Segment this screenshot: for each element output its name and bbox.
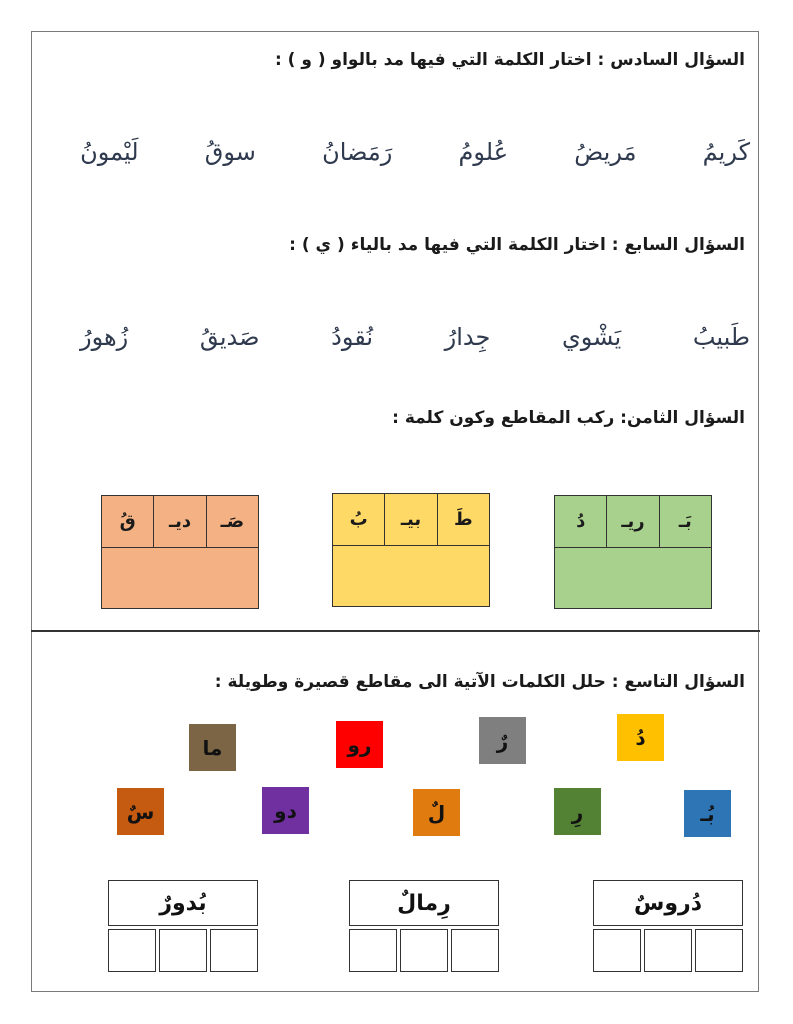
syllable-answer-cell[interactable] — [451, 929, 499, 972]
syllable-answer-cell[interactable] — [108, 929, 156, 972]
q6-word-options — [80, 138, 750, 166]
q6-word-option[interactable]: عُلومُ — [458, 138, 509, 166]
q8-syllable-box-3 — [101, 495, 259, 609]
q8-syllable-box-2 — [332, 493, 490, 607]
q6-title: السؤال السادس : اختار الكلمة التي فيها مد بالواو ( و ) : — [274, 50, 745, 70]
syllable-tile[interactable]: ما — [189, 724, 236, 771]
q6-word-option[interactable]: مَريضُ — [574, 138, 637, 166]
word-label: رِمالٌ — [349, 880, 499, 926]
answer-field[interactable] — [333, 546, 489, 607]
q7-word-option[interactable]: طَبيبُ — [692, 323, 750, 351]
syllable-tile[interactable]: دو — [262, 787, 309, 834]
answer-field[interactable] — [102, 548, 258, 609]
syllable-cell: بيـ — [385, 494, 437, 545]
section-divider — [31, 630, 760, 632]
q7-word-option[interactable]: يَشْوي — [561, 323, 622, 351]
q9-title: السؤال التاسع : حلل الكلمات الآتية الى مقاطع قصيرة وطويلة : — [214, 672, 745, 692]
syllable-tile[interactable]: رٌ — [479, 717, 526, 764]
q8-syllable-box-1 — [554, 495, 712, 609]
syllable-cell: ريـ — [607, 496, 659, 547]
q8-title: السؤال الثامن: ركب المقاطع وكون كلمة : — [392, 408, 745, 428]
syllable-answer-cell[interactable] — [210, 929, 258, 972]
q7-title: السؤال السابع : اختار الكلمة التي فيها مد بالياء ( ي ) : — [289, 235, 745, 255]
syllable-cell: بُ — [333, 494, 385, 545]
syllable-cell: طَ — [453, 509, 473, 530]
syllable-tile[interactable]: سٌ — [117, 788, 164, 835]
syllable-cell: دُ — [555, 496, 607, 547]
syllable-tile[interactable]: رِ — [554, 788, 601, 835]
answer-field[interactable] — [555, 548, 711, 609]
syllable-tile[interactable]: لٌ — [413, 789, 460, 836]
syllable-answer-cell[interactable] — [644, 929, 692, 972]
q7-word-options — [80, 323, 750, 351]
syllable-cell: قُ — [102, 496, 154, 547]
syllable-answer-cell[interactable] — [349, 929, 397, 972]
q7-word-option[interactable]: نُقودُ — [331, 323, 374, 351]
syllable-answer-cell[interactable] — [400, 929, 448, 972]
q6-word-option[interactable]: كَريمُ — [702, 138, 750, 166]
q9-word-box-1 — [593, 880, 743, 976]
q9-word-box-2 — [349, 880, 499, 976]
q7-word-option[interactable]: صَديقُ — [199, 323, 260, 351]
q6-word-option[interactable]: رَمَضانُ — [322, 138, 393, 166]
word-label: بُدورٌ — [108, 880, 258, 926]
syllable-cell: ديـ — [154, 496, 206, 547]
q6-word-option[interactable]: سوقُ — [204, 138, 256, 166]
syllable-cell: صَـ — [220, 511, 245, 532]
syllable-answer-cell[interactable] — [695, 929, 743, 972]
q7-word-option[interactable]: جِدارُ — [444, 323, 491, 351]
q7-word-option[interactable]: زُهورُ — [80, 323, 129, 351]
q9-word-box-3 — [108, 880, 258, 976]
q6-word-option[interactable]: لَيْمونُ — [80, 138, 139, 166]
syllable-tile[interactable]: دُ — [617, 714, 664, 761]
word-label: دُروسٌ — [593, 880, 743, 926]
syllable-answer-cell[interactable] — [593, 929, 641, 972]
syllable-tile[interactable]: بُـ — [684, 790, 731, 837]
syllable-cell: بَـ — [678, 511, 692, 532]
syllable-tile[interactable]: رو — [336, 721, 383, 768]
syllable-answer-cell[interactable] — [159, 929, 207, 972]
